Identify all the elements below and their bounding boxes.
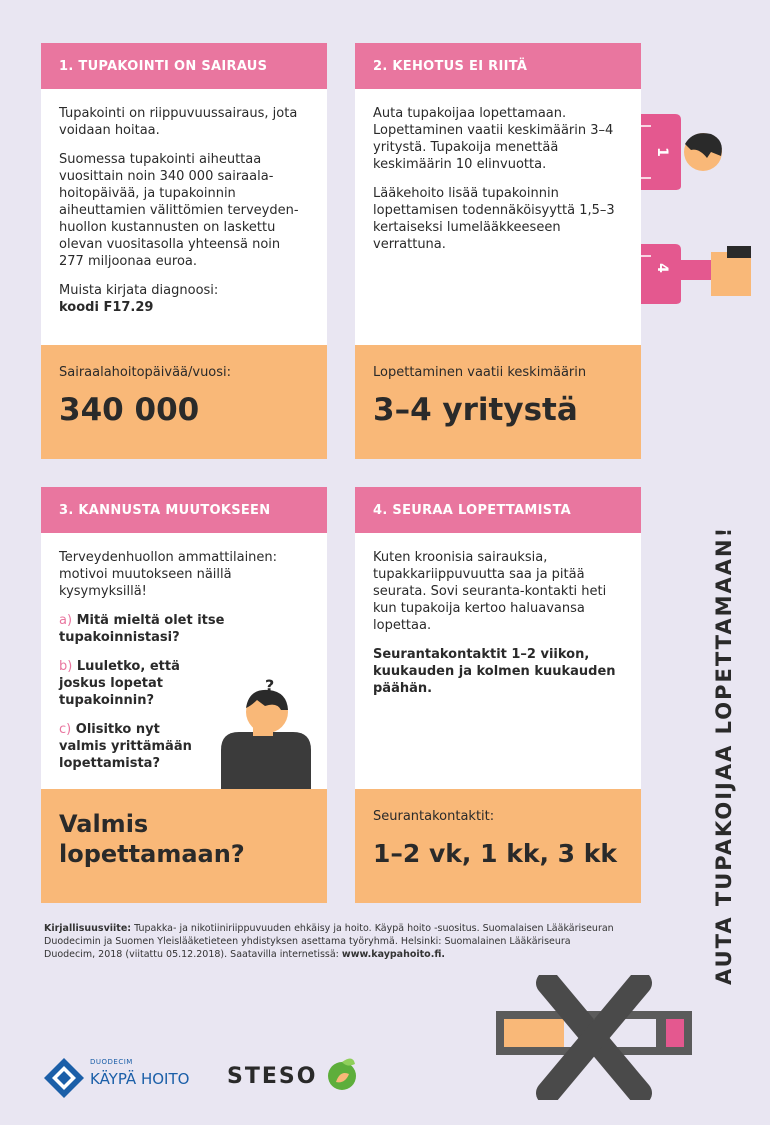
- figure-1-number: 1: [653, 147, 670, 157]
- card-1: [41, 43, 327, 459]
- reference-text: Tupakka- ja nikotiiniriippuvuuden ehkäisy ja hoito. Käypä hoito -suositus. Suomalaisen Lääkäriseuran Duodecimin ja Suomen Yleislääketieteen yhdistyksen asettama työryhmä. Helsinki: Suomalainen Lääkäriseura Duodecim, 2018 (viitattu 05.12.2018). Saatavilla internetissä:: [44, 923, 614, 960]
- card-1-paragraph-2: Suomessa tupakointi aiheuttaa vuosittain noin 340 000 sairaala-hoitopäivää, ja tupakoinnin aiheuttamien välittömien terveyden-huollon kustannusten on laskettu olevan vuositasolla yhteensä noin 277 miljoonaa euroa.: [59, 152, 299, 269]
- question-b-letter: b): [59, 659, 73, 674]
- card-4: [355, 487, 641, 903]
- card-1-paragraph-1: Tupakointi on riippuvuussairaus, jota voidaan hoitaa.: [59, 106, 298, 138]
- figure-1-illustration: [641, 112, 733, 192]
- card-2-body: [355, 89, 641, 253]
- card-3: [41, 487, 327, 903]
- card-2-title: 2. KEHOTUS EI RIITÄ: [355, 43, 641, 89]
- reference-url[interactable]: www.kaypahoito.fi.: [341, 949, 445, 960]
- side-title: AUTA TUPAKOIJAA LOPETTAMAAN!: [712, 525, 736, 985]
- card-4-footer: [355, 789, 641, 903]
- card-2-foot-label: Lopettaminen vaatii keskimäärin: [373, 365, 587, 380]
- no-smoking-illustration: [490, 975, 700, 1100]
- card-1-diag-code: koodi F17.29: [59, 300, 154, 315]
- reference-label: Kirjallisuusviite:: [44, 923, 132, 934]
- card-3-foot-value: Valmis lopettamaan?: [59, 810, 245, 868]
- question-c-text: Olisitko nyt valmis yrittämään lopettamista?: [59, 722, 192, 771]
- card-4-foot-label: Seurantakontaktit:: [373, 809, 495, 824]
- question-c-letter: c): [59, 722, 72, 737]
- card-1-foot-label: Sairaalahoitopäivää/vuosi:: [59, 365, 232, 380]
- card-4-title: 4. SEURAA LOPETTAMISTA: [355, 487, 641, 533]
- question-c: [59, 721, 209, 772]
- card-1-diag-label: Muista kirjata diagnoosi:: [59, 283, 219, 298]
- question-a-text: Mitä mieltä olet itse tupakoinnistasi?: [59, 613, 225, 645]
- thinking-person-illustration: [221, 670, 316, 790]
- card-3-footer: [41, 789, 327, 903]
- card-2: [355, 43, 641, 459]
- card-2-footer: [355, 345, 641, 459]
- figure-4-number: 4: [653, 263, 670, 273]
- card-3-intro: Terveydenhuollon ammattilainen: motivoi muutokseen näillä kysymyksillä!: [59, 550, 278, 599]
- figure-4-illustration: [641, 242, 767, 306]
- question-mark: ?: [265, 676, 275, 695]
- card-1-title: 1. TUPAKOINTI ON SAIRAUS: [41, 43, 327, 89]
- logo-steso-text: STESO: [227, 1064, 318, 1089]
- card-2-paragraph-1: Auta tupakoijaa lopettamaan. Lopettaminen vaatii keskimäärin 3–4 yritystä. Tupakoija menettää keskimäärin 10 elinvuotta.: [373, 106, 614, 172]
- card-2-paragraph-2: Lääkehoito lisää tupakoinnin lopettamisen todennäköisyyttä 1,5–3 kertaiseksi lumelääkkeeseen verrattuna.: [373, 186, 615, 252]
- card-4-bold-paragraph: Seurantakontaktit 1–2 viikon, kuukauden ja kolmen kuukauden päähän.: [373, 647, 616, 696]
- question-a-letter: a): [59, 613, 73, 628]
- card-4-paragraph-1: Kuten kroonisia sairauksia, tupakkariippuvuutta saa ja pitää seurata. Sovi seuranta-kontakti heti kun tupakoija kertoo haluavansa lopettaa.: [373, 550, 607, 633]
- card-2-foot-value: 3–4 yritystä: [373, 392, 578, 428]
- question-a: [59, 612, 309, 646]
- question-b: [59, 658, 229, 709]
- logo-kaypa-hoito-text: KÄYPÄ HOITO: [90, 1070, 190, 1088]
- card-1-footer: [41, 345, 327, 459]
- card-1-body: [41, 89, 327, 316]
- question-b-text: Luuletko, että joskus lopetat tupakoinnin?: [59, 659, 180, 708]
- card-1-foot-value: 340 000: [59, 392, 200, 428]
- logo-duodecim-text: DUODECIM: [90, 1058, 133, 1066]
- card-4-foot-value: 1–2 vk, 1 kk, 3 kk: [373, 839, 618, 868]
- card-4-body: [355, 533, 641, 697]
- card-3-title: 3. KANNUSTA MUUTOKSEEN: [41, 487, 327, 533]
- reference: [44, 922, 624, 961]
